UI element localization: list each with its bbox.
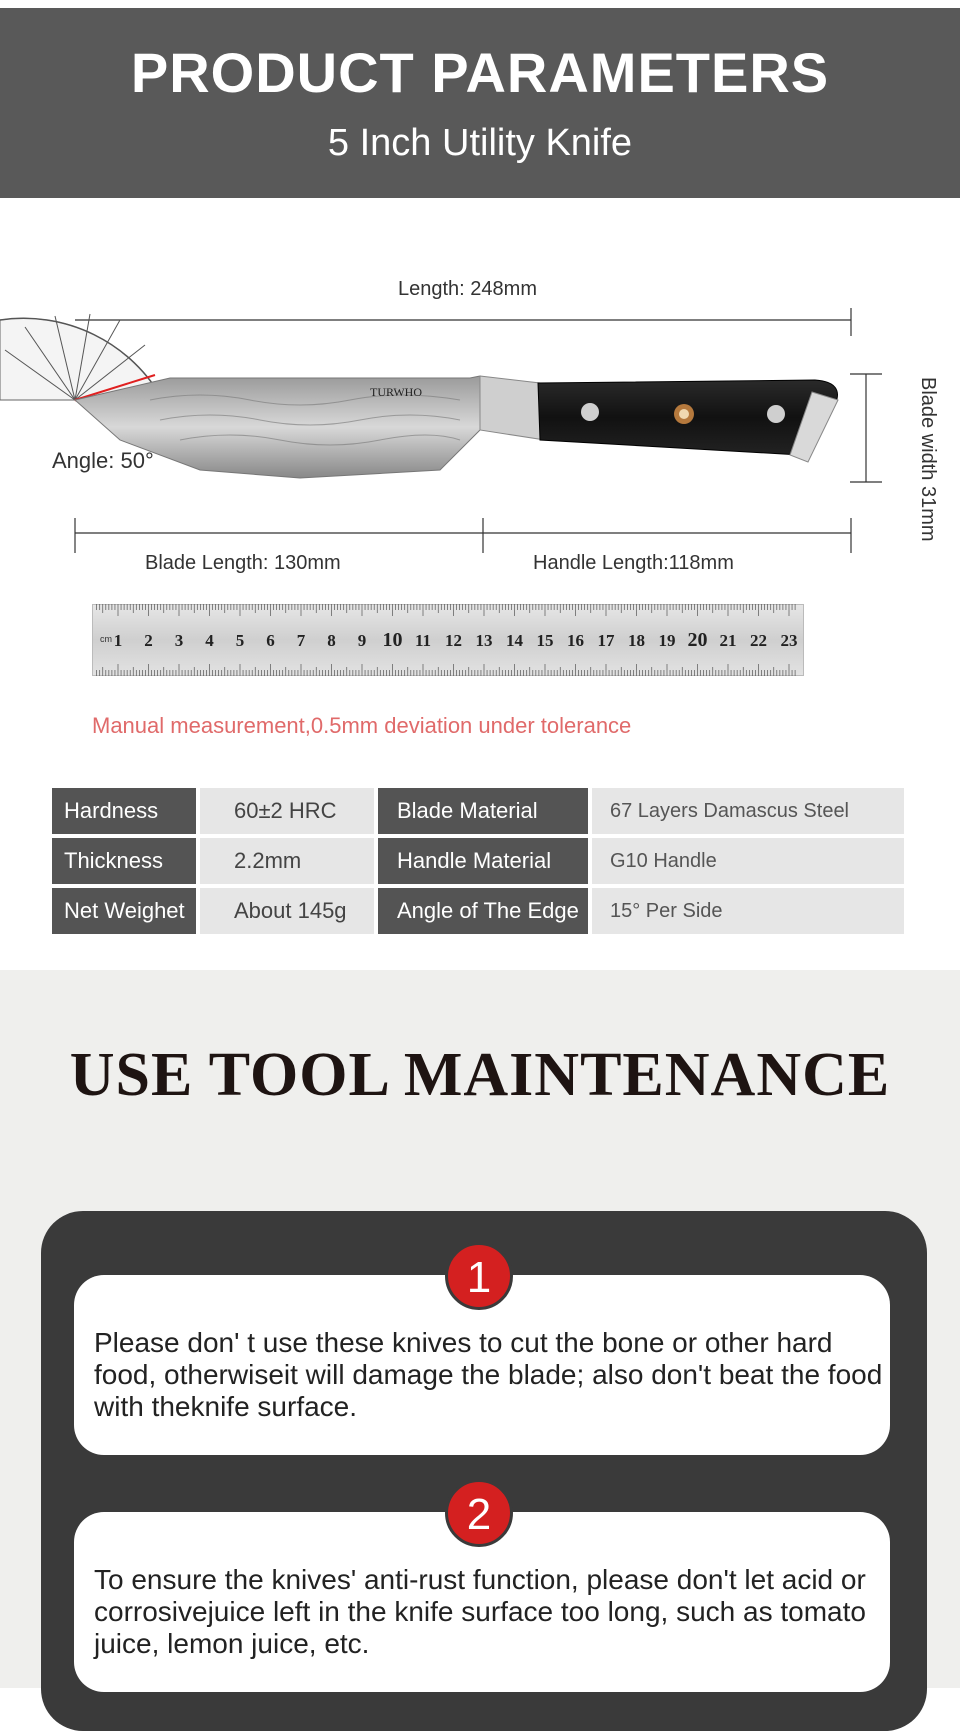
brand-mark: TURWHO [370, 385, 422, 399]
maintenance-text: Please don' t use these knives to cut the bone or other hard food, otherwiseit will damage the blade; also don't beat the food with theknife surface. [94, 1327, 883, 1422]
ruler-number: 9 [357, 631, 367, 650]
ruler-number: 10 [382, 629, 403, 651]
knife-handle [538, 380, 838, 462]
page-subtitle: 5 Inch Utility Knife [327, 122, 633, 164]
blade-width-label: Blade width 31mm [917, 377, 939, 542]
page-title: PRODUCT PARAMETERS [130, 41, 830, 104]
ruler-number: 21 [719, 631, 737, 650]
number-badge: 1 [445, 1242, 513, 1310]
spec-value: 15° Per Side [592, 888, 904, 934]
blade-handle-dimension-line [75, 518, 851, 553]
ruler-number: 23 [780, 631, 798, 650]
number-badge: 2 [445, 1479, 513, 1547]
spec-row [52, 888, 904, 934]
ruler-number: 16 [567, 631, 584, 650]
spec-row [52, 838, 904, 884]
spec-key: Hardness [52, 788, 196, 834]
ruler-scale [92, 604, 804, 676]
tolerance-note: Manual measurement,0.5mm deviation under tolerance [92, 713, 632, 738]
spec-value: 2.2mm [200, 838, 374, 884]
spec-key: Handle Material [378, 838, 588, 884]
spec-key: Angle of The Edge [378, 888, 588, 934]
knife-diagram [0, 300, 960, 580]
ruler-number: 13 [475, 631, 493, 650]
ruler-number: 3 [174, 631, 184, 650]
ruler-number: 8 [327, 631, 336, 650]
ruler-number: 12 [445, 631, 462, 650]
spec-value: G10 Handle [592, 838, 904, 884]
spec-key: Thickness [52, 838, 196, 884]
ruler-number: 5 [235, 631, 245, 650]
maintenance-text: To ensure the knives' anti-rust function, please don't let acid or corrosivejuice left in the knife surface too long, such as tomato juice, lemon juice, etc. [94, 1564, 866, 1659]
angle-label: Angle: 50° [52, 448, 154, 473]
ruler-number: 11 [414, 631, 432, 650]
ruler-number: 18 [628, 631, 645, 650]
spec-value: 60±2 HRC [200, 788, 374, 834]
maintenance-title: USE TOOL MAINTENANCE [69, 1041, 891, 1109]
ruler-number: 15 [536, 631, 554, 650]
spec-row [52, 788, 904, 834]
blade-width-dimension-line [850, 374, 882, 482]
spec-key: Blade Material [378, 788, 588, 834]
ruler-number: 6 [266, 631, 275, 650]
ruler-number: 4 [205, 631, 214, 650]
ruler-number: 2 [144, 631, 153, 650]
spec-value: 67 Layers Damascus Steel [592, 788, 904, 834]
length-dimension-line [75, 308, 851, 336]
knife-bolster [480, 376, 545, 440]
handle-length-label: Handle Length:118mm [533, 552, 734, 574]
ruler-number: 19 [658, 631, 676, 650]
spec-value: About 145g [200, 888, 374, 934]
ruler-number: 14 [506, 631, 523, 650]
blade-length-label: Blade Length: 130mm [145, 552, 341, 574]
ruler-number: 20 [687, 629, 708, 651]
spec-key: Net Weighet [52, 888, 196, 934]
ruler-number: 22 [750, 631, 767, 650]
length-label: Length: 248mm [398, 278, 537, 300]
ruler-number: 1 [113, 631, 123, 650]
ruler-number: 7 [296, 631, 306, 650]
ruler-unit: cm [100, 634, 112, 644]
ruler-number: 17 [597, 631, 615, 650]
